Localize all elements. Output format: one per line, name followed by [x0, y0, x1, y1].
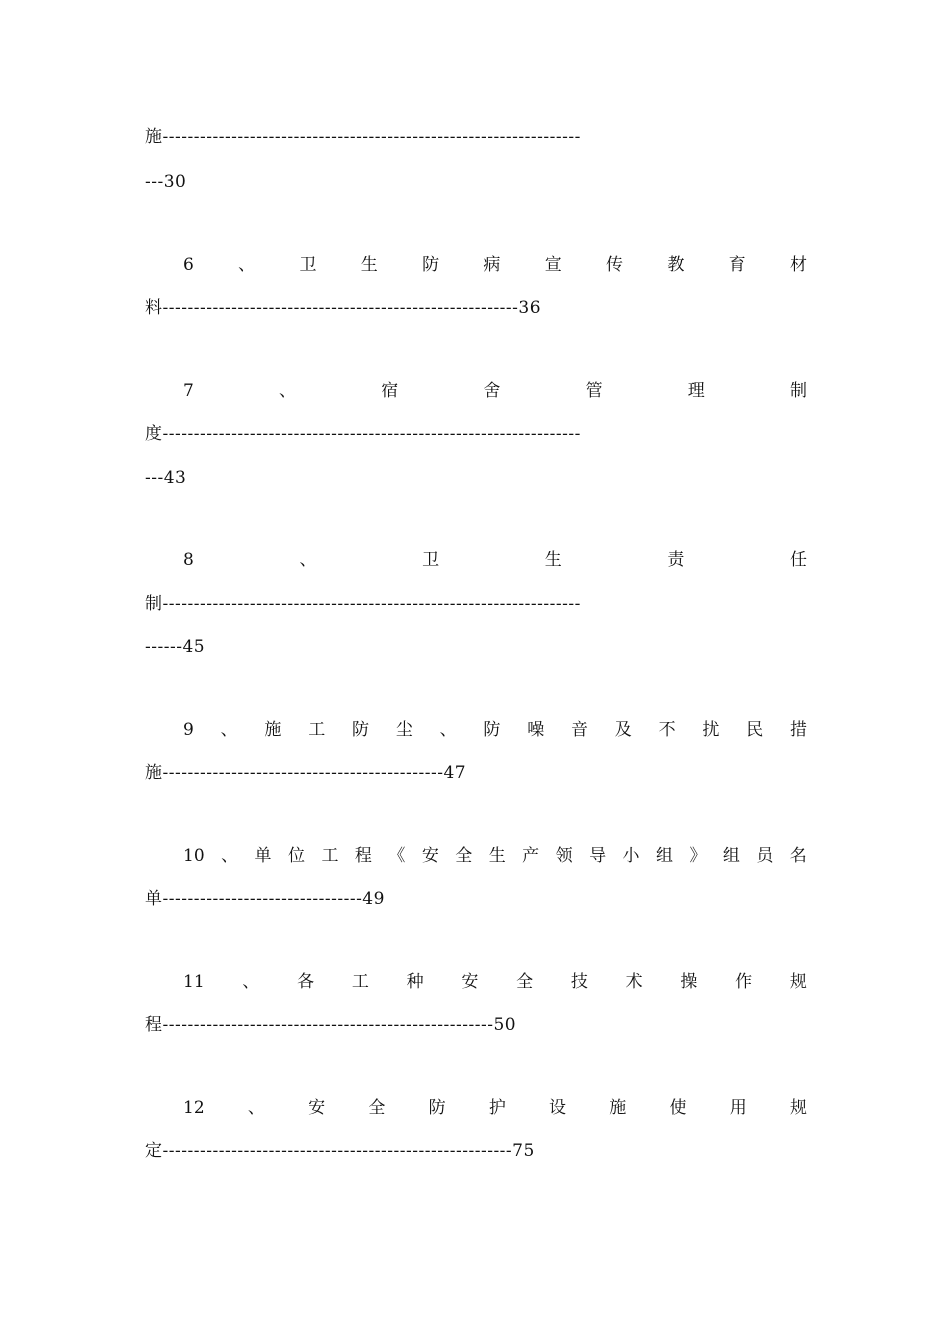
toc-heading-char: 民 [746, 720, 764, 740]
toc-heading-char: 名 [789, 846, 807, 866]
toc-heading-char: 产 [522, 846, 540, 866]
toc-heading-char: 任 [789, 550, 807, 570]
toc-heading-char: 10 [183, 846, 205, 866]
toc-heading-char: 全 [368, 1098, 386, 1118]
toc-heading-char: 卫 [299, 255, 317, 275]
toc-heading-char: 、 [242, 972, 260, 992]
toc-heading-char: 管 [585, 381, 603, 401]
toc-heading-char: 及 [614, 720, 632, 740]
toc-heading-char: 生 [544, 550, 562, 570]
toc-heading-10 [145, 845, 807, 867]
toc-heading-char: 使 [669, 1098, 687, 1118]
toc-heading-char: 领 [555, 846, 573, 866]
toc-line: 定--------------------------------------------------------75 [145, 1141, 535, 1161]
toc-heading-char: 组 [722, 846, 740, 866]
toc-line: 单--------------------------------49 [145, 889, 385, 909]
toc-heading-char: 工 [321, 846, 339, 866]
toc-heading-char: 《 [388, 846, 406, 866]
toc-heading-char: 7 [183, 381, 194, 401]
toc-heading-char: 施 [609, 1098, 627, 1118]
toc-heading-char: 不 [658, 720, 676, 740]
toc-heading-char: 11 [183, 972, 205, 992]
toc-heading-char: 安 [461, 972, 479, 992]
toc-heading-char: 传 [606, 255, 624, 275]
toc-heading-char: 6 [183, 255, 194, 275]
toc-heading-char: 、 [220, 720, 238, 740]
toc-heading-char: 导 [589, 846, 607, 866]
toc-heading-char: 防 [483, 720, 501, 740]
toc-heading-char: 、 [221, 846, 239, 866]
toc-line: 度------------------------------------------------------------------- [145, 424, 581, 444]
toc-line: 制------------------------------------------------------------------- [145, 594, 581, 614]
toc-heading-char: 理 [687, 381, 705, 401]
toc-heading-char: 位 [288, 846, 305, 866]
toc-heading-char: 尘 [395, 720, 413, 740]
toc-heading-char: 施 [264, 720, 282, 740]
toc-heading-char: 工 [308, 720, 326, 740]
toc-heading-char: 病 [483, 255, 501, 275]
toc-heading-char: 音 [571, 720, 588, 740]
toc-heading-char: 、 [439, 720, 457, 740]
toc-heading-char: 全 [516, 972, 534, 992]
toc-heading-char: 制 [789, 381, 807, 401]
toc-heading-char: 程 [354, 846, 372, 866]
toc-heading-char: 防 [352, 720, 370, 740]
toc-heading-char: 员 [756, 846, 774, 866]
toc-heading-char: 扰 [702, 720, 720, 740]
toc-heading-char: 、 [299, 550, 317, 570]
toc-heading-char: 宣 [544, 255, 562, 275]
toc-heading-char: 术 [625, 972, 643, 992]
toc-heading-char: 材 [789, 255, 807, 275]
toc-heading-char: 8 [183, 550, 194, 570]
toc-heading-char: 全 [455, 846, 473, 866]
toc-page-number-line: ---43 [145, 468, 187, 488]
toc-heading-char: 、 [279, 381, 297, 401]
toc-heading-char: 责 [667, 550, 685, 570]
toc-heading-char: 12 [183, 1098, 205, 1118]
toc-line: 程-----------------------------------------------------50 [145, 1015, 517, 1035]
toc-line: 施------------------------------------------------------------------- [145, 127, 581, 147]
toc-heading-char: 设 [549, 1098, 567, 1118]
toc-heading-char: 措 [789, 720, 807, 740]
toc-heading-char: 护 [488, 1098, 506, 1118]
toc-heading-char: 防 [428, 1098, 446, 1118]
toc-heading-char: 噪 [527, 720, 545, 740]
toc-heading-char: 宿 [381, 381, 399, 401]
toc-heading-char: 》 [689, 846, 707, 866]
toc-heading-char: 工 [351, 972, 369, 992]
toc-heading-char: 教 [667, 255, 685, 275]
toc-heading-char: 技 [570, 972, 588, 992]
toc-heading-9 [145, 719, 807, 741]
toc-heading-7 [145, 380, 807, 402]
toc-heading-char: 生 [360, 255, 378, 275]
toc-heading-char: 组 [655, 846, 673, 866]
toc-heading-char: 操 [680, 972, 698, 992]
toc-heading-char: 安 [308, 1098, 326, 1118]
toc-page-number-line: ------45 [145, 637, 206, 657]
toc-heading-char: 卫 [422, 550, 440, 570]
toc-heading-char: 安 [421, 846, 439, 866]
toc-heading-char: 9 [183, 720, 194, 740]
toc-heading-char: 、 [238, 255, 256, 275]
toc-heading-char: 小 [622, 846, 640, 866]
toc-heading-11 [145, 971, 807, 993]
toc-heading-char: 规 [789, 972, 807, 992]
toc-line: 施---------------------------------------------47 [145, 763, 467, 783]
toc-heading-6 [145, 254, 807, 276]
toc-heading-char: 规 [789, 1098, 807, 1118]
toc-heading-char: 、 [247, 1098, 265, 1118]
toc-line: 料---------------------------------------------------------36 [145, 298, 542, 318]
toc-heading-char: 育 [728, 255, 746, 275]
toc-page-number-line: ---30 [145, 172, 187, 192]
toc-heading-char: 用 [729, 1098, 747, 1118]
toc-heading-char: 各 [297, 972, 315, 992]
toc-heading-12 [145, 1097, 807, 1119]
toc-heading-char: 单 [254, 846, 272, 866]
toc-heading-8 [145, 549, 807, 571]
toc-heading-char: 舍 [483, 381, 501, 401]
toc-heading-char: 种 [406, 972, 424, 992]
toc-heading-char: 作 [735, 972, 753, 992]
toc-heading-char: 防 [422, 255, 440, 275]
toc-heading-char: 生 [488, 846, 506, 866]
